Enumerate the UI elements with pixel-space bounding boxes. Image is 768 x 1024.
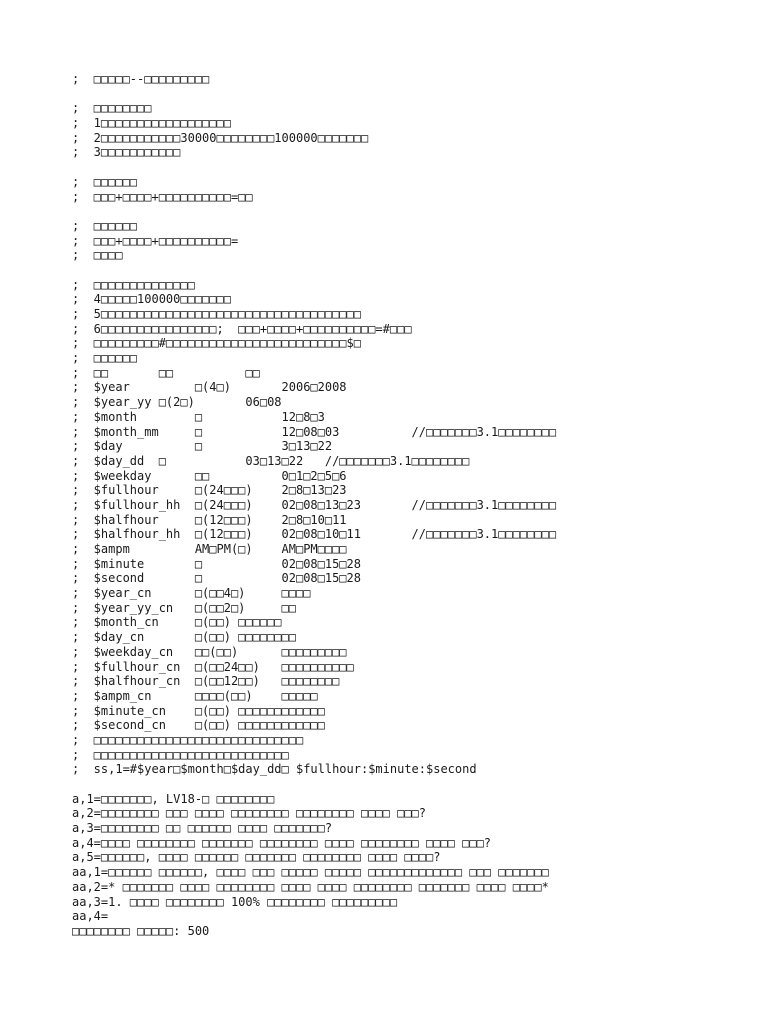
doc-line: ; 5□□□□□□□□□□□□□□□□□□□□□□□□□□□□□□□□□□□□: [72, 307, 361, 321]
config-line: a,5=□□□□□□, □□□□ □□□□□□ □□□□□□□ □□□□□□□□ □□□□ □□□□?: [72, 850, 441, 865]
config-line: aa,1=□□□□□□ □□□□□□, □□□□ □□□ □□□□□ □□□□□ □□□□□□□□□□□□□ □□□ □□□□□□□: [72, 865, 549, 880]
blank-line: [72, 87, 762, 102]
blank-line: [72, 777, 762, 792]
variable-line: ; $day_dd □ 03□13□22 //□□□□□□□3.1□□□□□□□□: [72, 453, 470, 468]
variable-line: ; $month □ 12□8□3: [72, 409, 325, 424]
variable-line: ; $minute □ 02□08□15□28: [72, 556, 361, 571]
variable-line: ; $day □ 3□13□22: [72, 439, 333, 454]
doc-line: ; □□□□□□□□: [72, 101, 152, 116]
doc-line: ; □□□□□□□□□□□□□□□□□□□□□□□□□□□□□: [72, 732, 304, 747]
doc-line: ; □□□+□□□□+□□□□□□□□□□=: [72, 233, 239, 248]
variable-line: ; $weekday_cn □□(□□) □□□□□□□□□: [72, 644, 347, 659]
doc-line: ; □□□□□□: [72, 218, 138, 233]
table-header-line: ; □□ □□ □□: [72, 365, 260, 380]
variable-line: ; $year_cn □(□□4□) □□□□: [72, 586, 311, 601]
variable-line: ; $day_cn □(□□) □□□□□□□□: [72, 630, 296, 645]
doc-line: ; 2□□□□□□□□□□□30000□□□□□□□□100000□□□□□□□: [72, 130, 369, 145]
config-line: aa,2=* □□□□□□□ □□□□ □□□□□□□□ □□□□ □□□□ □□□□□□□□ □□□□□□□ □□□□ □□□□*: [72, 879, 549, 894]
blank-line: [72, 204, 762, 219]
doc-line: ; □□□+□□□□+□□□□□□□□□□=□□: [72, 189, 253, 204]
format-example-line: ; ss,1=#$year□$month□$day_dd□ $fullhour:$minute:$second: [72, 762, 477, 777]
doc-line: ; □□□□□□□□□#□□□□□□□□□□□□□□□□□□□□□□□□□$□: [72, 336, 361, 351]
variable-line: ; $year □(4□) 2006□2008: [72, 380, 347, 395]
doc-line: ; 4□□□□□100000□□□□□□□: [72, 292, 231, 307]
doc-line: ; 3□□□□□□□□□□□: [72, 145, 181, 160]
variable-line: ; $year_yy_cn □(□□2□) □□: [72, 600, 296, 615]
config-line: aa,3=1. □□□□ □□□□□□□□ 100% □□□□□□□□ □□□□□□□□□: [72, 894, 398, 909]
variable-line: ; $year_yy □(2□) 06□08: [72, 395, 282, 410]
doc-line: ; □□□□□□□□□□□□□□: [72, 277, 195, 292]
config-line: aa,4=: [72, 909, 109, 924]
config-line: a,4=□□□□ □□□□□□□□ □□□□□□□ □□□□□□□□ □□□□ □□□□□□□□ □□□□ □□□?: [72, 835, 492, 850]
variable-line: ; $minute_cn □(□□) □□□□□□□□□□□□: [72, 703, 325, 718]
config-line: a,2=□□□□□□□□ □□□ □□□□ □□□□□□□□ □□□□□□□□ □□□□ □□□?: [72, 806, 427, 821]
doc-line: ; □□□□□□: [72, 351, 138, 366]
config-line: a,3=□□□□□□□□ □□ □□□□□□ □□□□ □□□□□□□?: [72, 821, 333, 836]
doc-line: ; 6□□□□□□□□□□□□□□□□; □□□+□□□□+□□□□□□□□□□=#□□□: [72, 321, 412, 336]
variable-line: ; $ampm AM□PM(□) AM□PM□□□□: [72, 542, 347, 556]
variable-line: ; $month_mm □ 12□08□03 //□□□□□□□3.1□□□□□□□□: [72, 424, 557, 439]
variable-line: ; $ampm_cn □□□□(□□) □□□□□: [72, 688, 318, 703]
config-line: □□□□□□□□ □□□□□: 500: [72, 923, 210, 938]
doc-line: ; □□□□□□□□□□□□□□□□□□□□□□□□□□□: [72, 747, 289, 762]
variable-line: ; $halfhour_cn □(□□12□□) □□□□□□□□: [72, 674, 340, 689]
variable-line: ; $weekday □□ 0□1□2□5□6: [72, 468, 347, 483]
variable-line: ; $halfhour_hh □(12□□□) 02□08□10□11 //□□□□□□□3.1□□□□□□□□: [72, 527, 557, 542]
config-line: a,1=□□□□□□□, LV18-□ □□□□□□□□: [72, 791, 275, 806]
variable-line: ; $fullhour_cn □(□□24□□) □□□□□□□□□□: [72, 659, 354, 674]
variable-line: ; $second □ 02□08□15□28: [72, 571, 361, 586]
blank-line: [72, 263, 762, 278]
variable-line: ; $second_cn □(□□) □□□□□□□□□□□□: [72, 718, 325, 733]
blank-line: [72, 160, 762, 175]
doc-line: ; □□□□□--□□□□□□□□□: [72, 72, 210, 86]
doc-line: ; □□□□□□: [72, 174, 138, 189]
doc-line: ; □□□□: [72, 248, 123, 263]
variable-line: ; $halfhour □(12□□□) 2□8□10□11: [72, 512, 347, 527]
doc-line: ; 1□□□□□□□□□□□□□□□□□□: [72, 116, 231, 131]
variable-line: ; $fullhour_hh □(24□□□) 02□08□13□23 //□□□□□□□3.1□□□□□□□□: [72, 497, 557, 512]
variable-line: ; $month_cn □(□□) □□□□□□: [72, 615, 282, 630]
text-document: [72, 72, 762, 939]
variable-line: ; $fullhour □(24□□□) 2□8□13□23: [72, 483, 347, 498]
